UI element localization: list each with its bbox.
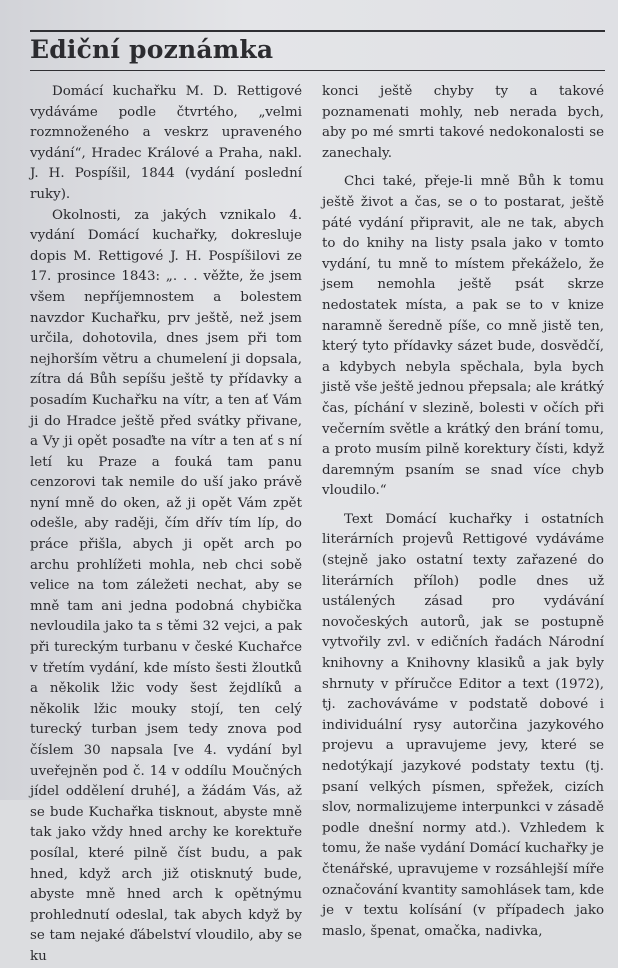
paragraph: Text Domácí kuchařky i ostatních literárních projevů Rettigové vydáváme (stejně jako ostatní texty zařazené do literárních příloh) podle dnes už ustálených zásad pro vydávání novočeských autorů, jak se postupně vytvořily zvl. v edičních řadách Národní knihovny a Knihovny klasiků a jak byly shrnuty v příručce Editor a text (1972), tj. zachováváme v podstatě dobové i individuální rysy autorčina jazykového projevu a upravujeme jevy, které se nedotýkají jazykové podstaty textu (tj. psaní velkých písmen, spřežek, cizích slov, normalizujeme interpunkci v zásadě podle dnešní normy atd.). Vzhledem k tomu, že naše vydání Domácí kuchařky je čtenářské, upravujeme v rozsáhlejší míře označování kvantity samohlásek tam, kde je v textu kolísání (v případech jako maslo, špenat, omačka, nadivka, (322, 511, 605, 939)
page-title: Ediční poznámka (30, 35, 274, 64)
title-underline (30, 70, 605, 71)
paragraph: konci ještě chyby ty a takové poznamenati mohly, neb nerada bych, aby po mé smrti takové nedokonalosti se zanechaly. (322, 84, 604, 161)
paragraph: Chci také, přeje-li mně Bůh k tomu ještě život a čas, se o to postarat, ještě páté vydání připravit, ale ne tak, abych to do knihy na listy psala jako v tomto vydání, tu mně to místem překáželo, že jsem nemohla ještě psát skrze nedostatek místa, a pak se to v knize naramně šeredně píše, co mně jistě ten, který tyto přídavky sázet bude, dosvědčí, a kdybych nebyla spěchala, byla bych jistě vše ještě jednou přepsala; ale krátký čas, píchání v slezině, bolesti v očích při večerním světle a krátký den brání tomu, a proto musím pilně korektury čísti, když daremným psaním se snad více chyb vloudilo.“ (322, 174, 604, 499)
right-column (322, 82, 604, 942)
top-rule (30, 30, 605, 32)
paragraph: Okolnosti, za jakých vznikalo 4. vydání Domácí kuchařky, dokresluje dopis M. Rettigové J. H. Pospíšilovi ze 17. prosince 1843: „. . . věžte, že jsem všem nepříjemnostem a bolestem navzdor Kuchařku, prv ještě, než jsem určila, dohotovila, dnes jsem při tom nejhorším větru a chumelení ji dopsala, zítra dá Bůh sepíšu ještě ty přídavky a posadím Kuchařku na vítr, a ten ať Vám ji do Hradce ještě před svátky přivane, a Vy ji opět posaďte na vítr a ten ať s ní letí ku Praze a fouká tam panu cenzorovi tak nemile do uší jako právě nyní mně do oken, až ji opět Vám zpět odešle, aby raději, čím dřív tím líp, do práce přišla, abych ji opět arch po archu prohlížeti mohla, neb chci sobě velice na tom záležeti nechat, aby se mně tam ani jedna podobná chybička nevloudila jako ta s těmi 32 vejci, a pak při tureckým turbanu v české Kuchařce v třetím vydání, kde místo šesti žloutků a několik lžic vody šest žejdlíků a několik lžic mouky stojí, ten celý turecký turban jsem tedy znova pod číslem 30 napsala [ve 4. vydání byl uveřejněn pod č. 14 v oddílu Moučných jídel oddělení druhé], a žádám Vás, až se bude Kuchařka tisknout, abyste mně tak jako vždy hned archy ke korektuře posílal, které pilně číst budu, a pak hned, když arch již otisknutý bude, abyste mně hned arch k opětnýmu prohlednutí odeslal, tak abych když by se tam nejaké ďábelství vloudilo, aby se ku (30, 207, 302, 964)
left-column (30, 82, 302, 968)
paragraph: Domácí kuchařku M. D. Rettigové vydáváme podle čtvrtého, „velmi rozmnoženého a veskrz upraveného vydání“, Hradec Králové a Praha, nakl. J. H. Pospíšil, 1844 (vydání poslední ruky). (30, 84, 302, 202)
